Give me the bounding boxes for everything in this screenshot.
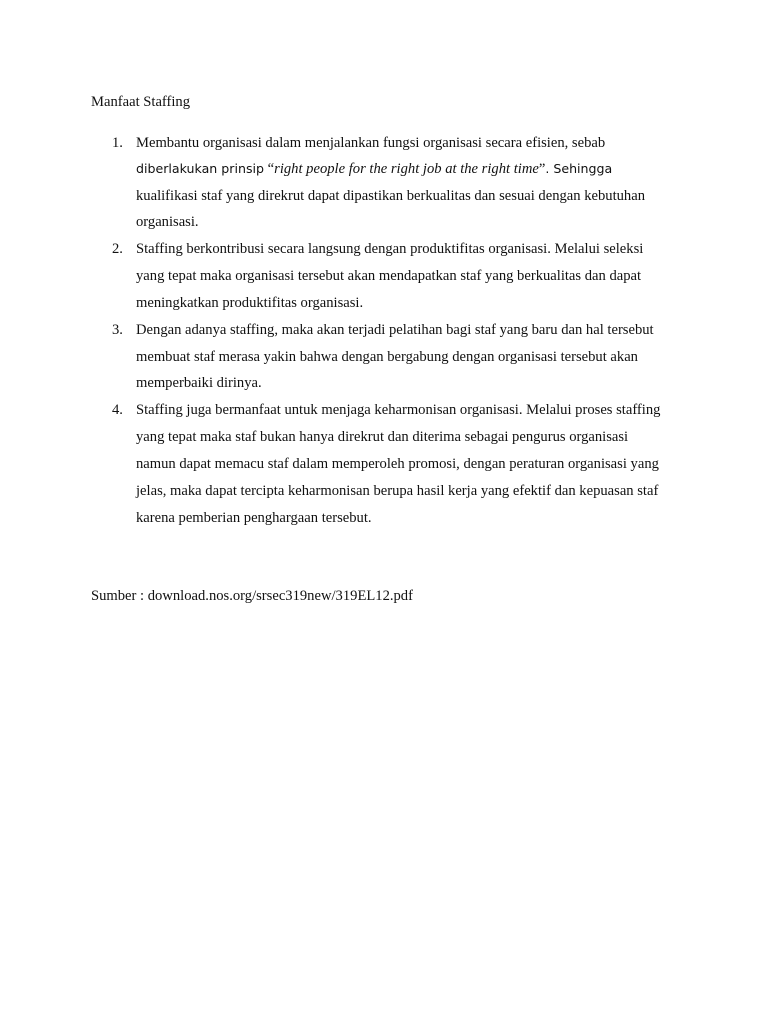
list-item-line: yang tepat maka organisasi tersebut akan mendapatkan staf yang berkualitas dan dapat [136, 268, 642, 284]
list-item-line: yang tepat maka staf bukan hanya direkrut dan diterima sebagai pengurus organisasi [136, 429, 629, 445]
principle-intro-text: diberlakukan prinsip [136, 161, 264, 176]
list-item-line: Membantu organisasi dalam menjalankan fungsi organisasi secara efisien, sebab [136, 135, 606, 151]
list-item-line: meningkatkan produktifitas organisasi. [136, 295, 364, 311]
list-item-line: Staffing juga bermanfaat untuk menjaga keharmonisan organisasi. Melalui proses staffing [136, 402, 661, 418]
list-item-line: Staffing berkontribusi secara langsung dengan produktifitas organisasi. Melalui seleksi [136, 241, 644, 257]
list-item-line: namun dapat memacu staf dalam memperoleh promosi, dengan peraturan organisasi yang [136, 456, 659, 472]
list-item-number: 2. [112, 241, 123, 257]
list-item-line: membuat staf merasa yakin bahwa dengan bergabung dengan organisasi tersebut akan [136, 349, 638, 365]
list-item-line: organisasi. [136, 214, 199, 230]
document-title: Manfaat Staffing [91, 94, 191, 110]
source-citation: Sumber : download.nos.org/srsec319new/319EL12.pdf [91, 588, 413, 604]
close-quote: ” [538, 161, 546, 177]
list-item-number: 1. [112, 135, 123, 151]
list-item-number: 3. [112, 322, 123, 338]
list-item-line: Dengan adanya staffing, maka akan terjadi pelatihan bagi staf yang baru dan hal tersebut [136, 322, 654, 338]
principle-quote: right people for the right job at the right time [274, 161, 539, 177]
list-item-line: karena pemberian penghargaan tersebut. [136, 510, 372, 526]
list-item-line: jelas, maka dapat tercipta keharmonisan berupa hasil kerja yang efektif dan kepuasan staf [136, 483, 659, 499]
list-item-line [136, 160, 612, 178]
sentence-continuation: . Sehingga [545, 161, 613, 176]
list-item-line: kualifikasi staf yang direkrut dapat dipastikan berkualitas dan sesuai dengan kebutuhan [136, 188, 646, 204]
list-item-line: memperbaiki dirinya. [136, 375, 262, 391]
open-quote: “ [264, 161, 275, 177]
list-item-number: 4. [112, 402, 123, 418]
